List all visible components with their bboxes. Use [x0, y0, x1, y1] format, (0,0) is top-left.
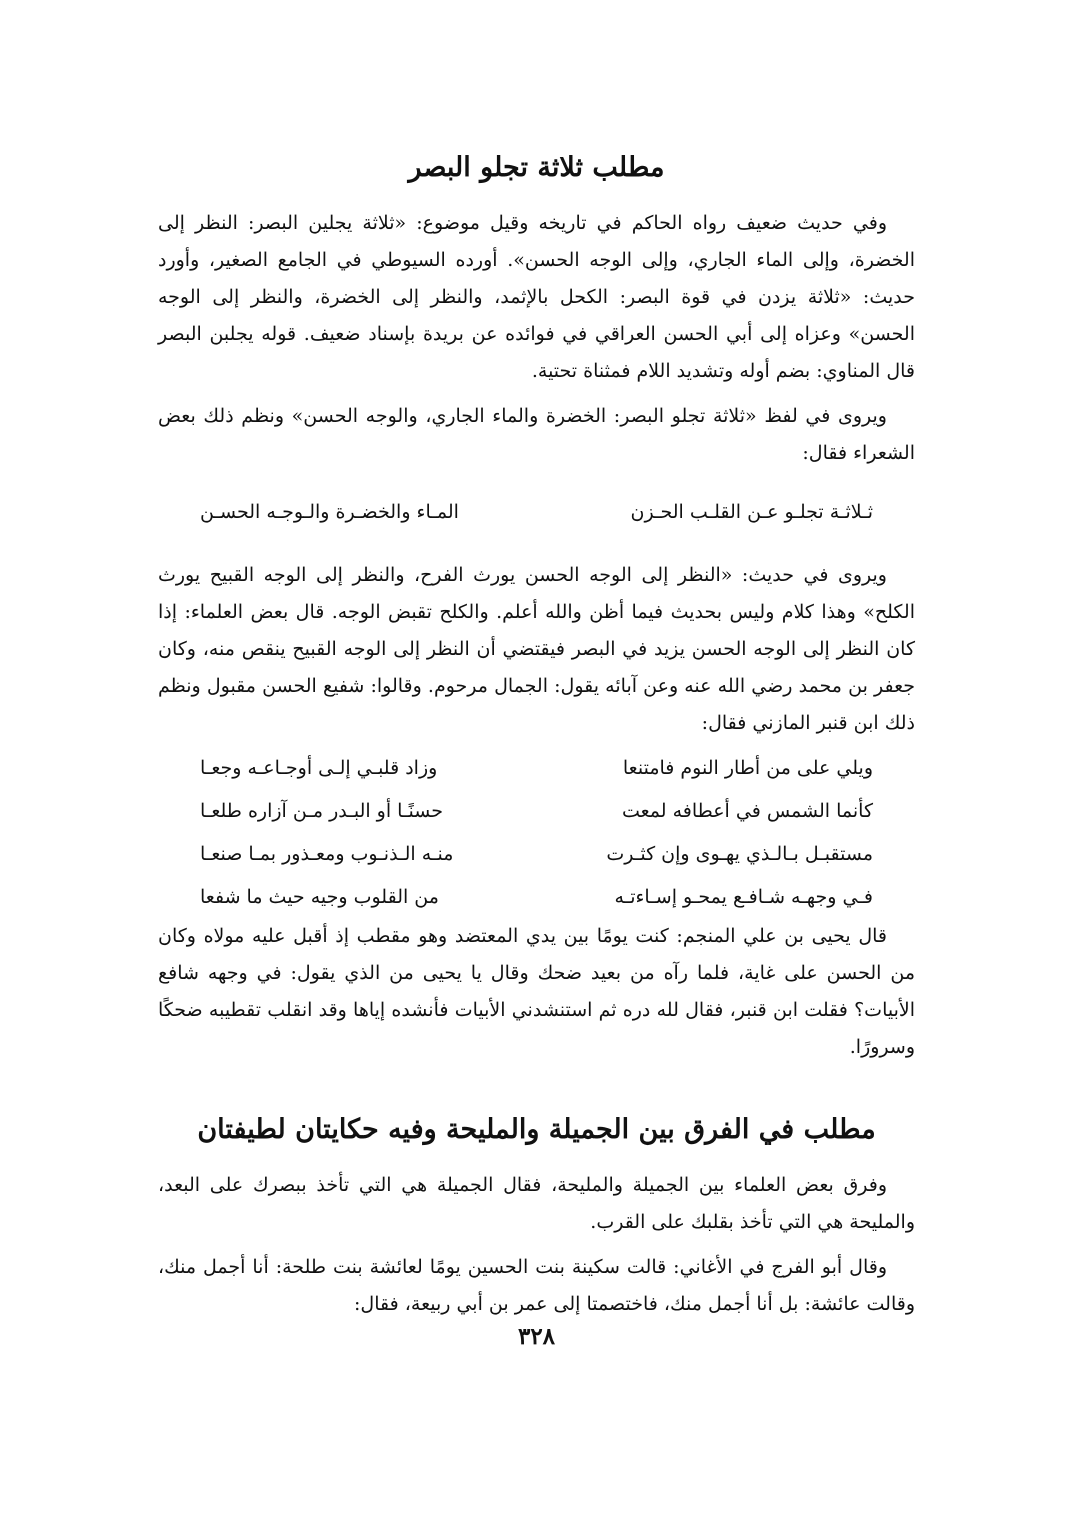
- section1-intro-text: [158, 205, 915, 472]
- paragraph: وقال أبو الفرج في الأغاني: قالت سكينة بنت الحسين يومًا لعائشة بنت طلحة: أنا أجمل منك، وقالت عائشة: بل أنا أجمل منك، فاختصمتا إلى عمر بن أبي ربيعة، فقال:: [158, 1256, 915, 1315]
- verse-first-hemistich: ثـلاثـة تجلـو عـن القلـب الحـزن: [630, 500, 873, 523]
- section1-anecdote-text: [158, 918, 915, 1066]
- single-verse: [200, 490, 873, 533]
- verse-row: [200, 875, 873, 918]
- poem: [200, 746, 873, 918]
- verse-first-hemistich: مستقبـل بـالـذي يهـوى وإن كثـرت: [606, 842, 873, 865]
- section1-hadith-text: [158, 557, 915, 742]
- verse-row: [200, 746, 873, 789]
- verse-second-hemistich: حسنًـا أو البـدر مـن آزاره طلعـا: [200, 799, 443, 822]
- verse-second-hemistich: منـه الـذنـوب ومعـذور بمـا صنعـا: [200, 842, 454, 865]
- verse-first-hemistich: ويلي على من أطار النوم فامتنعا: [622, 756, 873, 779]
- verse-second-hemistich: من القلوب وجيه حيث ما شفعا: [200, 885, 439, 908]
- paragraph: وفي حديث ضعيف رواه الحاكم في تاريخه وقيل موضوع: «ثلاثة يجلين البصر: النظر إلى الخضرة، وإلى الماء الجاري، وإلى الوجه الحسن». أورده السيوطي في الجامع الصغير، وأورد حديث: «ثلاثة يزدن في قوة البصر: الكحل بالإثمد، والنظر إلى الخضرة، والنظر إلى الوجه الحسن» وعزاه إلى أبي الحسن العراقي في فوائده عن بريدة بإسناد ضعيف. قوله يجلبن البصر قال المناوي: بضم أوله وتشديد اللام فمثناة تحتية.: [158, 212, 915, 382]
- page-number: ٣٢٨: [517, 1323, 556, 1350]
- section2-text: [158, 1167, 915, 1323]
- paragraph: وفرق بعض العلماء بين الجميلة والمليحة، فقال الجميلة هي التي تأخذ ببصرك على البعد، والمليحة هي التي تأخذ بقلبك على القرب.: [158, 1174, 915, 1233]
- paragraph: ويروى في حديث: «النظر إلى الوجه الحسن يورث الفرح، والنظر إلى الوجه القبيح يورث الكلح» وهذا كلام وليس بحديث فيما أظن والله أعلم. والكلح تقبض الوجه. قال بعض العلماء: إذا كان النظر إلى الوجه الحسن يزيد في البصر فيقتضي أن النظر إلى الوجه القبيح ينقص منه، وكان جعفر بن محمد رضي الله عنه وعن آبائه يقول: الجمال مرحوم. وقالوا: شفيع الحسن مقبول ونظم ذلك ابن قنبر المازني فقال:: [158, 564, 915, 734]
- section-title-beautiful-vs-charming: مطلب في الفرق بين الجميلة والمليحة وفيه حكايتان لطيفتان: [197, 1114, 876, 1145]
- verse-row: [200, 490, 873, 533]
- verse-row: [200, 832, 873, 875]
- verse-row: [200, 789, 873, 832]
- verse-second-hemistich: وزاد قلبـي إلـى أوجـاعـه وجعـا: [200, 756, 438, 779]
- verse-first-hemistich: فـي وجهـه شـافـع يمحـو إسـاءتـه: [614, 885, 873, 908]
- paragraph: ويروى في لفظ «ثلاثة تجلو البصر: الخضرة والماء الجاري، والوجه الحسن» ونظم ذلك بعض الشعراء فقال:: [158, 405, 915, 464]
- paragraph: قال يحيى بن علي المنجم: كنت يومًا بين يدي المعتضد وهو مقطب إذ أقبل عليه مولاه وكان من الحسن على غاية، فلما رآه من بعيد ضحك وقال يا يحيى من الذي يقول: في وجهه شافع الأبيات؟ فقلت ابن قنبر، فقال لله دره ثم استنشدني الأبيات فأنشده إياها وقد انقلب تقطيبه ضحكًا وسرورًا.: [158, 925, 915, 1058]
- section-title-three-clear-sight: مطلب ثلاثة تجلو البصر: [408, 152, 665, 183]
- verse-first-hemistich: كأنما الشمس في أعطافه لمعت: [621, 799, 873, 822]
- verse-second-hemistich: المـاء والخضـرة والـوجـه الحسـن: [200, 500, 459, 523]
